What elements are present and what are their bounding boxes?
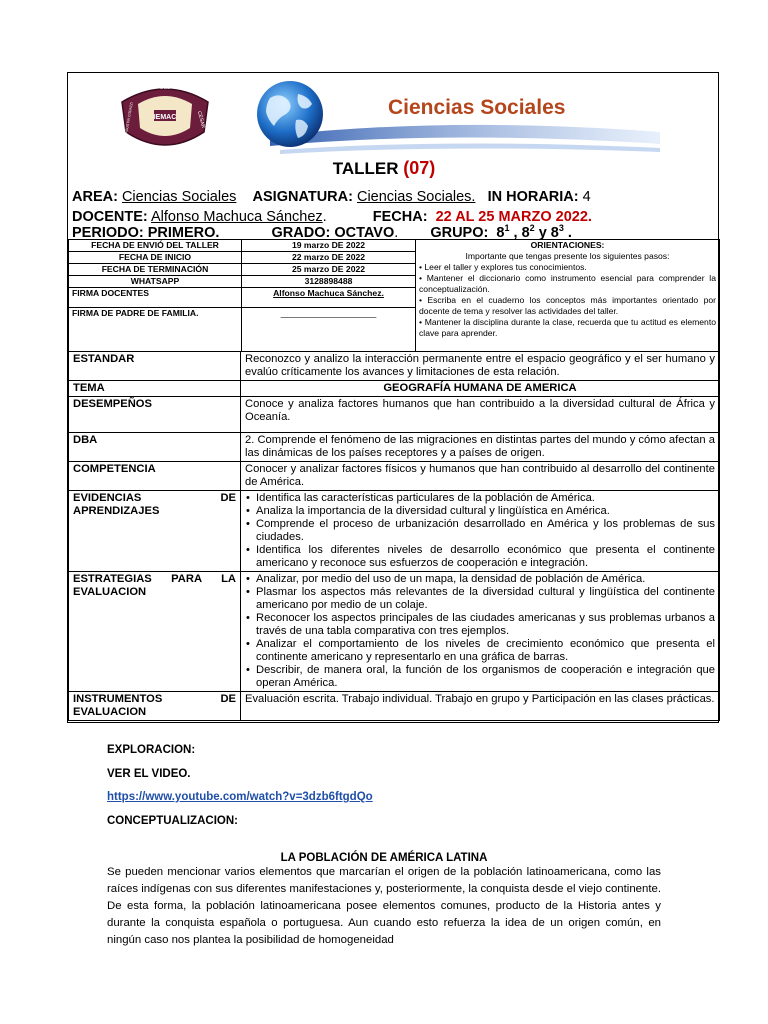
asignatura-value: Ciencias Sociales. — [356, 189, 476, 205]
list-item: • Plasmar los aspectos más relevantes de la diversidad cultural y lingüística del continente americano por medio de un colaje. — [256, 586, 715, 612]
evidencias-list — [241, 491, 720, 572]
info-row-label: WHATSAPP — [69, 276, 242, 288]
info-row-label: FIRMA DOCENTES — [69, 288, 242, 308]
area-line — [72, 189, 591, 205]
list-item: • Identifica las características particulares de la población de América. — [256, 492, 715, 505]
list-item: • Identifica los diferentes niveles de desarrollo económico que presenta el continente americano y reconoce sus esfuerzos de cooperación e integración. — [256, 544, 715, 570]
desempenos-text: Conoce y analiza factores humanos que han contribuido a la diversidad cultural de África y Oceanía. — [241, 397, 720, 433]
asignatura-label: ASIGNATURA: — [252, 189, 353, 205]
docente-value: Alfonso Machuca Sánchez — [150, 209, 323, 225]
estandar-text: Reconozco y analizo la interacción permanente entre el espacio geográfico y el ser humano y evalúo críticamente los avances y limitaciones de esta relación. — [241, 352, 720, 381]
area-value: Ciencias Sociales — [121, 189, 237, 205]
grupo-value: $8^1$ , $8^2$ y $8^3$ . — [496, 223, 572, 241]
orientaciones-item: • Mantener el diccionario como instrumento esencial para comprender la conceptualización. — [419, 273, 716, 294]
grupo-label: GRUPO: — [430, 224, 489, 241]
info-row-value: 25 marzo DE 2022 — [242, 264, 416, 276]
docente-line: DOCENTE: Alfonso Machuca Sánchez. FECHA: 22 AL 25 MARZO 2022. — [72, 209, 592, 225]
school-logo — [122, 85, 208, 153]
fecha-label: FECHA: — [372, 209, 428, 225]
tema-text: GEOGRAFÍA HUMANA DE AMERICA — [241, 381, 720, 397]
info-row-label: FECHA DE ENVIÓ DEL TALLER — [69, 240, 242, 252]
section-subtitle: LA POBLACIÓN DE AMÉRICA LATINA — [280, 852, 488, 864]
orientaciones-item: • Escriba en el cuaderno los conceptos más importantes orientado por docente de tema y resolver las actividades del taller. — [419, 295, 716, 316]
logo-text-right: CESAR — [195, 110, 207, 129]
worksheet-title — [0, 158, 768, 179]
list-item: • Analiza la importancia de la diversidad cultural y lingüística en América. — [256, 505, 715, 518]
periodo-line: PERIODO: PRIMERO. GRADO: OCTAVO. GRUPO: $8^1$ , $8^2$ y $8^3$ . — [72, 223, 572, 241]
estandar-label: ESTANDAR — [69, 352, 241, 381]
tema-label: TEMA — [69, 381, 241, 397]
docente-label: DOCENTE: — [72, 209, 148, 225]
estrategias-list — [241, 572, 720, 692]
dba-label: DBA — [69, 433, 241, 462]
list-item: • Describir, de manera oral, la función de los organismos de cooperación e integración que operan América. — [256, 664, 715, 690]
globe-icon — [257, 81, 323, 147]
info-table — [68, 239, 720, 352]
competencia-text: Conocer y analizar factores físicos y humanos que han contribuido al desarrollo del continente de América. — [241, 462, 720, 491]
info-row-value: 3128898488 — [242, 276, 416, 288]
orientaciones-intro: Importante que tengas presente los siguientes pasos: — [465, 251, 670, 261]
body-paragraph: Se pueden mencionar varios elementos que marcarían el origen de la población latinoamericana, como las raíces indígenas con sus diferentes manifestaciones y, posteriormente, la conquista desde el viejo continente. De esta forma, la población latinoamericana posee elementos comunes, producto de la Historia antes y durante la conquista española o portuguesa. Aun cuando esto refuerza la idea de un origen común, en ningún caso nos plantea la posibilidad de homogeneidad — [107, 866, 661, 946]
competencia-label: COMPETENCIA — [69, 462, 241, 491]
info-row-value: 22 marzo DE 2022 — [242, 252, 416, 264]
conceptualizacion-heading: CONCEPTUALIZACION: — [107, 815, 238, 827]
info-row-value: 19 marzo DE 2022 — [242, 240, 416, 252]
desempenos-label: DESEMPEÑOS — [69, 397, 241, 433]
instrumentos-label: INSTRUMENTOS DE EVALUACION — [69, 692, 241, 721]
periodo-label: PERIODO: — [72, 224, 144, 241]
ver-video-text: VER EL VIDEO. — [107, 768, 191, 780]
evidencias-label: EVIDENCIAS DE APRENDIZAJES — [69, 491, 241, 572]
logo-text-bottom: COLOMBIA — [151, 147, 179, 153]
logo-text-top: DEL — [160, 85, 170, 91]
header-banner — [120, 80, 660, 160]
instrumentos-text: Evaluación escrita. Trabajo individual. Trabajo en grupo y Participación en las clases prácticas. — [241, 692, 720, 721]
logo-text-center: IEMAC — [153, 114, 177, 121]
info-row-label: FECHA DE INICIO — [69, 252, 242, 264]
grado-value: OCTAVO — [334, 224, 395, 241]
area-label: AREA: — [72, 189, 118, 205]
grado-label: GRADO: — [271, 224, 331, 241]
logo-text-left: AGUSTIN CODAZZI — [124, 101, 134, 134]
horaria-label: IN HORARIA: — [487, 189, 579, 205]
firma-padre-line: ____________________ — [242, 308, 416, 352]
banner-title: Ciencias Sociales — [388, 96, 566, 119]
info-row-label: FIRMA DE PADRE DE FAMILIA. — [69, 308, 242, 352]
orientaciones-cell — [416, 240, 720, 352]
dba-text: 2. Comprende el fenómeno de las migraciones en distintas partes del mundo y cómo afectan a las dinámicas de los países receptores y a países de origen. — [241, 433, 720, 462]
horaria-value: 4 — [582, 189, 591, 205]
fecha-value: 22 AL 25 MARZO 2022. — [435, 209, 592, 225]
estrategias-label: ESTRATEGIAS PARA LA EVALUACION — [69, 572, 241, 692]
orientaciones-item: • Mantener la disciplina durante la clase, recuerda que tu actitud es elemento clave para aprender. — [419, 317, 716, 338]
curriculum-table — [68, 351, 720, 721]
exploracion-heading: EXPLORACION: — [107, 744, 196, 756]
list-item: • Analizar el comportamiento de los niveles de crecimiento económico que presenta el continente americano y representarlo en una gráfica de barras. — [256, 638, 715, 664]
info-row-label: FECHA DE TERMINACIÓN — [69, 264, 242, 276]
orientaciones-item: • Leer el taller y explores tus conocimientos. — [419, 262, 587, 272]
firma-docente: Alfonso Machuca Sánchez. — [242, 288, 416, 308]
title-label: TALLER — [332, 159, 399, 178]
video-link[interactable]: https://www.youtube.com/watch?v=3dzb6ftgdQo — [107, 791, 373, 803]
list-item: • Comprende el proceso de urbanización desarrollado en América y los problemas de sus ciudades. — [256, 518, 715, 544]
orientaciones-title: ORIENTACIONES: — [530, 240, 605, 250]
periodo-value: PRIMERO. — [147, 224, 220, 241]
list-item: • Reconocer los aspectos principales de las ciudades americanas y sus problemas urbanos a través de una tabla comparativa con tres ejemplos. — [256, 612, 715, 638]
title-number: (07) — [403, 158, 436, 178]
list-item: • Analizar, por medio del uso de un mapa, la densidad de población de América. — [256, 573, 715, 586]
